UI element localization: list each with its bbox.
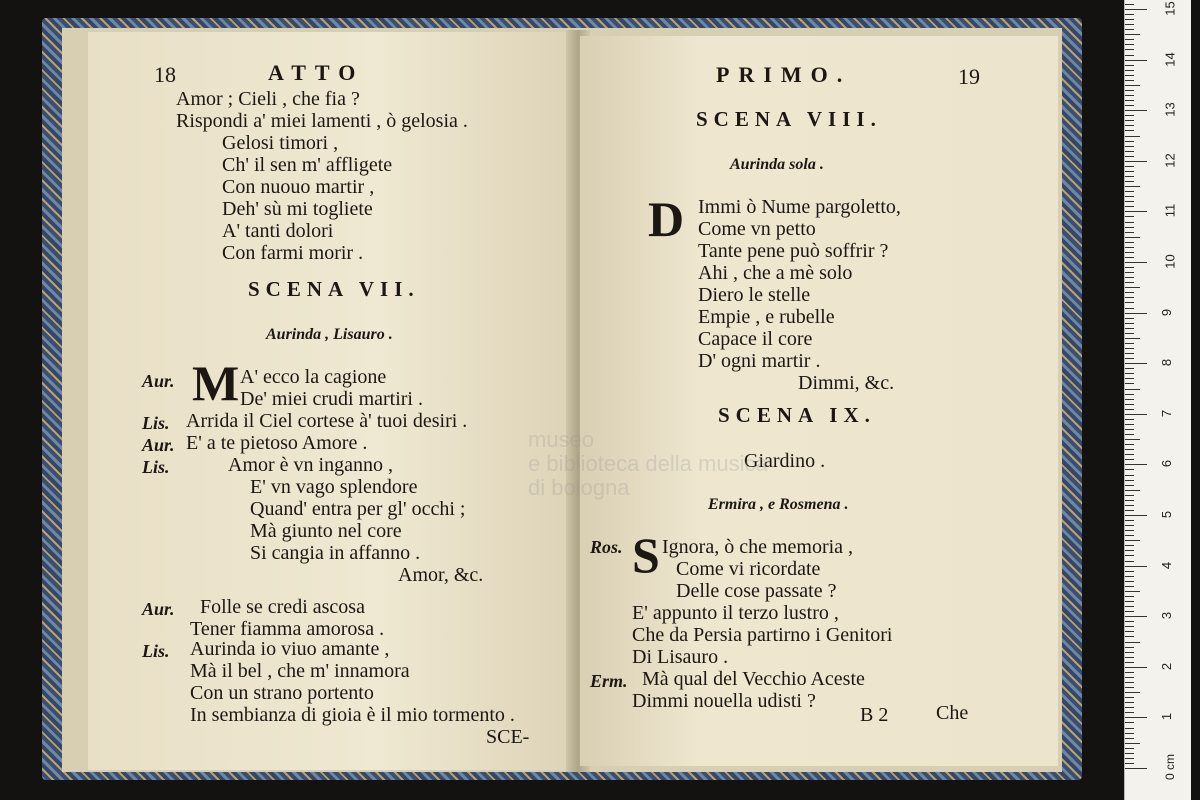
watermark-line: museo [528, 427, 595, 452]
ruler-tick [1125, 333, 1134, 334]
ruler-tick [1125, 510, 1134, 511]
ruler-tick [1125, 672, 1134, 673]
ruler-tick [1125, 313, 1147, 314]
drop-cap: D [648, 191, 685, 247]
catchword: SCE- [486, 726, 530, 748]
ruler-tick [1125, 717, 1147, 718]
ruler-tick [1125, 561, 1134, 562]
ruler-number: 15 [1162, 1, 1178, 16]
ruler-tick [1125, 515, 1147, 516]
ruler-tick [1125, 753, 1134, 754]
ruler-tick [1125, 459, 1134, 460]
ruler-tick [1125, 500, 1134, 501]
ruler-tick [1125, 171, 1134, 172]
ruler-tick [1125, 262, 1147, 263]
ruler-tick [1125, 176, 1134, 177]
ruler-tick [1125, 626, 1134, 627]
verse-line: Ahi , che a mè solo [698, 262, 853, 284]
ruler-tick [1125, 748, 1134, 749]
ruler-tick [1125, 743, 1140, 744]
ruler-tick [1125, 156, 1134, 157]
ruler-tick [1125, 616, 1147, 617]
ruler-tick [1125, 722, 1134, 723]
measurement-ruler [1124, 0, 1191, 800]
scene-title: SCENA IX. [718, 403, 876, 427]
ruler-tick [1125, 647, 1134, 648]
page-number-right: 19 [958, 64, 980, 89]
ruler-tick [1125, 404, 1134, 405]
ruler-tick [1125, 75, 1134, 76]
ruler-tick [1125, 308, 1134, 309]
ruler-tick [1125, 196, 1134, 197]
speaker-label: Aur. [142, 371, 175, 391]
ruler-tick [1125, 80, 1134, 81]
ruler-tick [1125, 449, 1134, 450]
ruler-tick [1125, 728, 1134, 729]
ruler-tick [1125, 429, 1134, 430]
ruler-tick [1125, 252, 1134, 253]
drop-cap: S [632, 527, 660, 583]
ruler-tick [1125, 211, 1147, 212]
ruler-number: 12 [1162, 153, 1178, 168]
ruler-tick [1125, 586, 1134, 587]
verse-line: Aurinda io viuo amante , [190, 638, 390, 660]
verse-line: Che da Persia partirno i Genitori [632, 624, 893, 646]
speaker-label: Ros. [590, 537, 623, 557]
ruler-tick [1125, 19, 1134, 20]
refrain-line: Amor, &c. [398, 564, 484, 586]
ruler-tick [1125, 550, 1134, 551]
speaker-label: Aur. [142, 435, 175, 455]
ruler-tick [1125, 65, 1134, 66]
scene-setting: Giardino . [744, 450, 826, 472]
ruler-tick [1125, 389, 1140, 390]
verse-line: Immi ò Nume pargoletto, [698, 196, 901, 218]
ruler-tick [1125, 368, 1134, 369]
ruler-tick [1125, 206, 1134, 207]
signature-mark: B 2 [860, 704, 889, 726]
speaker-label: Lis. [142, 457, 170, 477]
left-page [88, 32, 574, 770]
ruler-tick [1125, 424, 1134, 425]
ruler-number: 3 [1159, 612, 1175, 620]
ruler-tick [1125, 566, 1147, 567]
ruler-tick [1125, 222, 1134, 223]
ruler-tick [1125, 525, 1134, 526]
ruler-tick [1125, 105, 1134, 106]
ruler-tick [1125, 383, 1134, 384]
ruler-tick [1125, 302, 1134, 303]
ruler-tick [1125, 277, 1134, 278]
ruler-tick [1125, 151, 1134, 152]
ruler-tick [1125, 738, 1134, 739]
verse-line: Empie , e rubelle [698, 306, 835, 328]
scene-title: SCENA VIII. [696, 107, 882, 131]
ruler-tick [1125, 581, 1134, 582]
ruler-tick [1125, 702, 1134, 703]
ruler-tick [1125, 419, 1134, 420]
ruler-tick [1125, 682, 1134, 683]
ruler-number: 13 [1162, 102, 1178, 117]
ruler-tick [1125, 520, 1134, 521]
verse-line: Arrida il Ciel cortese à' tuoi desiri . [186, 410, 468, 432]
verse-line: Come vn petto [698, 218, 816, 240]
ruler-tick [1125, 227, 1134, 228]
verse-line: Ch' il sen m' affligete [222, 154, 393, 176]
ruler-tick [1125, 601, 1134, 602]
ruler-tick [1125, 768, 1147, 769]
verse-line: Delle cose passate ? [676, 580, 837, 602]
ruler-tick [1125, 591, 1140, 592]
ruler-tick [1125, 555, 1134, 556]
ruler-tick [1125, 70, 1134, 71]
ruler-tick [1125, 166, 1134, 167]
ruler-tick [1125, 414, 1147, 415]
verse-line: Come vi ricordate [676, 558, 821, 580]
ruler-tick [1125, 657, 1134, 658]
ruler-tick [1125, 378, 1134, 379]
ruler-tick [1125, 606, 1134, 607]
verse-line: Ignora, ò che memoria , [662, 536, 854, 558]
ruler-tick [1125, 292, 1134, 293]
ruler-number: 8 [1159, 359, 1175, 367]
verse-line: De' miei crudi martiri . [240, 388, 423, 410]
ruler-tick [1125, 55, 1134, 56]
verse-line: Gelosi timori , [222, 132, 339, 154]
verse-line: Mà il bel , che m' innamora [190, 660, 410, 682]
verse-line: Tante pene può soffrir ? [698, 240, 889, 262]
ruler-tick [1125, 495, 1134, 496]
ruler-tick [1125, 136, 1140, 137]
ruler-tick [1125, 707, 1134, 708]
ruler-tick [1125, 358, 1134, 359]
page-number-left: 18 [154, 62, 176, 87]
ruler-tick [1125, 652, 1134, 653]
ruler-number: 10 [1162, 254, 1178, 269]
ruler-tick [1125, 439, 1140, 440]
verse-line: Mà giunto nel core [250, 520, 402, 542]
verse-line: E' vn vago splendore [250, 476, 418, 498]
ruler-tick [1125, 338, 1140, 339]
scene-cast: Ermira , e Rosmena . [708, 496, 849, 513]
ruler-tick [1125, 247, 1134, 248]
ruler-number: 1 [1159, 713, 1175, 721]
ruler-number: 9 [1159, 308, 1175, 316]
ruler-tick [1125, 490, 1140, 491]
running-head-left: ATTO [268, 60, 365, 85]
verse-line: A' tanti dolori [222, 220, 334, 242]
ruler-tick [1125, 454, 1134, 455]
verse-line: Quand' entra per gl' occhi ; [250, 498, 466, 520]
ruler-tick [1125, 323, 1134, 324]
ruler-tick [1125, 85, 1140, 86]
speaker-label: Lis. [142, 641, 170, 661]
ruler-tick [1125, 758, 1134, 759]
ruler-tick [1125, 44, 1134, 45]
ruler-tick [1125, 257, 1134, 258]
ruler-tick [1125, 267, 1134, 268]
right-page [580, 36, 1058, 766]
running-head-right: PRIMO. [716, 62, 852, 87]
verse-line: Con nuouo martir , [222, 176, 375, 198]
ruler-tick [1125, 687, 1134, 688]
ruler-tick [1125, 540, 1140, 541]
verse-line: E' a te pietoso Amore . [186, 432, 368, 454]
ruler-tick [1125, 201, 1134, 202]
ruler-tick [1125, 571, 1134, 572]
scene-cast: Aurinda sola . [730, 156, 824, 173]
ruler-tick [1125, 475, 1134, 476]
verse-line: Di Lisauro . [632, 646, 729, 668]
verse-line: D' ogni martir . [698, 350, 821, 372]
ruler-tick [1125, 60, 1147, 61]
ruler-tick [1125, 24, 1134, 25]
scene-title: SCENA VII. [248, 277, 420, 301]
ruler-number: 6 [1159, 460, 1175, 468]
ruler-tick [1125, 318, 1134, 319]
ruler-tick [1125, 115, 1134, 116]
ruler-number: 11 [1162, 204, 1178, 218]
ruler-tick [1125, 9, 1147, 10]
ruler-tick [1125, 100, 1134, 101]
ruler-tick [1125, 232, 1134, 233]
ruler-tick [1125, 181, 1134, 182]
ruler-tick [1125, 363, 1147, 364]
ruler-tick [1125, 763, 1134, 764]
ruler-tick [1125, 636, 1134, 637]
ruler-number: 2 [1159, 662, 1175, 670]
ruler-tick [1125, 697, 1134, 698]
ruler-tick [1125, 434, 1134, 435]
ruler-tick [1125, 353, 1134, 354]
ruler-tick [1125, 642, 1140, 643]
ruler-tick [1125, 485, 1134, 486]
ruler-tick [1125, 34, 1140, 35]
verse-line: Tener fiamma amorosa . [190, 618, 385, 640]
ruler-tick [1125, 237, 1140, 238]
ruler-tick [1125, 125, 1134, 126]
ruler-number: 4 [1159, 561, 1175, 569]
verse-line: Capace il core [698, 328, 813, 350]
ruler-unit-label: 0 cm [1163, 753, 1178, 781]
verse-line: Diero le stelle [698, 284, 811, 306]
ruler-tick [1125, 631, 1134, 632]
ruler-tick [1125, 444, 1134, 445]
verse-line: Deh' sù mi togliete [222, 198, 373, 220]
ruler-tick [1125, 216, 1134, 217]
ruler-tick [1125, 186, 1140, 187]
ruler-tick [1125, 14, 1134, 15]
ruler-tick [1125, 110, 1147, 111]
ruler-tick [1125, 343, 1134, 344]
ruler-tick [1125, 394, 1134, 395]
verse-line: A' ecco la cagione [240, 366, 387, 388]
ruler-tick [1125, 39, 1134, 40]
ruler-tick [1125, 480, 1134, 481]
ruler-tick [1125, 373, 1134, 374]
ruler-number: 14 [1162, 51, 1178, 67]
ruler-tick [1125, 399, 1134, 400]
ruler-tick [1125, 4, 1134, 5]
verse-line: Folle se credi ascosa [200, 596, 365, 618]
watermark-line: e biblioteca della musica [528, 451, 768, 476]
ruler-tick [1125, 297, 1134, 298]
ruler-tick [1125, 505, 1134, 506]
verse-line: Amor è vn inganno , [228, 454, 393, 476]
ruler-tick [1125, 611, 1134, 612]
ruler-tick [1125, 282, 1134, 283]
ruler-tick [1125, 535, 1134, 536]
watermark-line: di bologna [528, 475, 630, 500]
ruler-tick [1125, 692, 1140, 693]
ruler-tick [1125, 677, 1134, 678]
verse-line: Rispondi a' miei lamenti , ò gelosia . [176, 110, 468, 132]
ruler-tick [1125, 29, 1134, 30]
verse-line: Dimmi nouella udisti ? [632, 690, 816, 712]
ruler-tick [1125, 621, 1134, 622]
ruler-tick [1125, 545, 1134, 546]
ruler-tick [1125, 146, 1134, 147]
ruler-tick [1125, 662, 1134, 663]
ruler-tick [1125, 530, 1134, 531]
ruler-tick [1125, 161, 1147, 162]
ruler-tick [1125, 733, 1134, 734]
ruler-tick [1125, 409, 1134, 410]
ruler-tick [1125, 120, 1134, 121]
ruler-tick [1125, 242, 1134, 243]
ruler-tick [1125, 667, 1147, 668]
verse-line: In sembianza di gioia è il mio tormento . [190, 704, 515, 726]
ruler-tick [1125, 272, 1134, 273]
ruler-tick [1125, 287, 1140, 288]
ruler-tick [1125, 141, 1134, 142]
ruler-tick [1125, 95, 1134, 96]
catchword: Che [936, 702, 969, 724]
watermark [528, 428, 768, 500]
verse-line: Mà qual del Vecchio Aceste [642, 668, 865, 690]
ruler-tick [1125, 90, 1134, 91]
ruler-tick [1125, 130, 1134, 131]
ruler-tick [1125, 469, 1134, 470]
ruler-tick [1125, 328, 1134, 329]
ruler-tick [1125, 49, 1134, 50]
verse-line: Si cangia in affanno . [250, 542, 421, 564]
speaker-label: Lis. [142, 413, 170, 433]
ruler-number: 5 [1159, 510, 1175, 519]
refrain-line: Dimmi, &c. [798, 372, 895, 394]
ruler-tick [1125, 596, 1134, 597]
ruler-number: 7 [1159, 409, 1175, 417]
speaker-label: Erm. [590, 671, 628, 691]
verse-line: Amor ; Cieli , che fia ? [176, 88, 360, 110]
speaker-label: Aur. [142, 599, 175, 619]
verse-line: Con un strano portento [190, 682, 374, 704]
verse-line: E' appunto il terzo lustro , [632, 602, 839, 624]
drop-cap: M [192, 355, 240, 411]
ruler-tick [1125, 348, 1134, 349]
scene-cast: Aurinda , Lisauro . [266, 326, 393, 343]
ruler-tick [1125, 191, 1134, 192]
ruler-tick [1125, 576, 1134, 577]
ruler-tick [1125, 464, 1147, 465]
ruler-tick [1125, 712, 1134, 713]
verse-line: Con farmi morir . [222, 242, 364, 264]
